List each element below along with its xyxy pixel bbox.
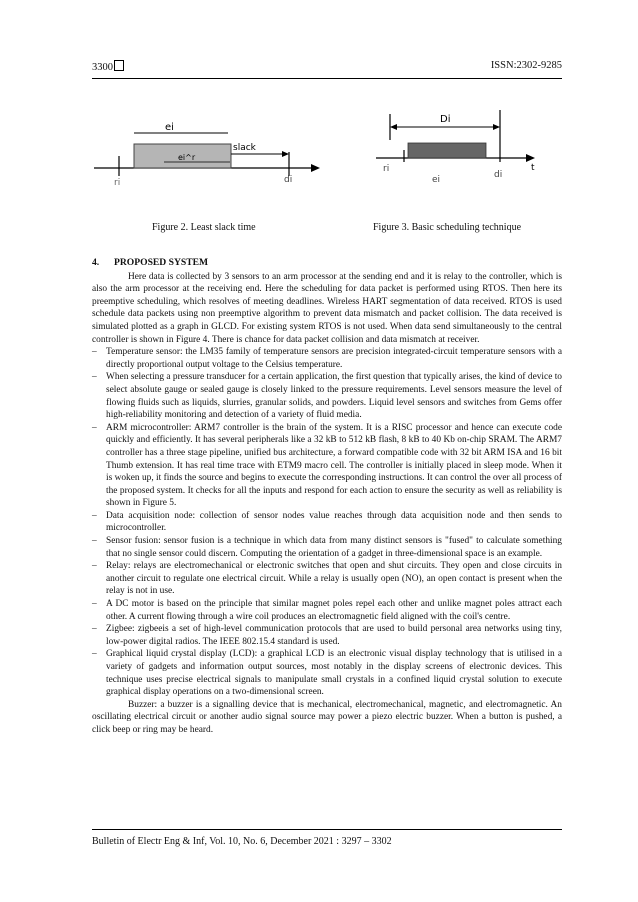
di-label: di [284,175,293,185]
figure-3-caption: Figure 3. Basic scheduling technique [373,222,522,233]
component-list [92,346,562,699]
section-proposed-system [92,257,562,737]
ei-label: ei [432,175,441,185]
figures-row [92,100,562,240]
axis-arrowhead [526,154,535,162]
Di-arrow-left [390,124,397,130]
Di-label: Di [440,114,451,125]
box-glyph-icon [114,60,124,71]
list-item: – Temperature sensor: the LM35 family of temperature sensors are precision integrated-circuit temperature sensors with a directly proportional output voltage to the Celsius temperature. [92,346,562,371]
axis-arrowhead [311,164,320,172]
page-header [92,60,562,76]
section-heading [92,257,562,270]
list-item: – Graphical liquid crystal display (LCD): a graphical LCD is an electronic visual display technology that is utilised in a variety of gadgets and information output sources, most notably in the display screens of electronic devices. This technique uses precise electrical signals to manipulate small crystals in a confined liquid crystal solution to execute graphical display operations on a two-dimensional screen. [92,648,562,698]
Di-arrow-right [493,124,500,130]
footer-rule [92,829,562,830]
ri-label: ri [383,164,390,174]
section-title: PROPOSED SYSTEM [114,257,209,268]
page-number: 3300 [92,60,124,73]
list-item: – Sensor fusion: sensor fusion is a technique in which data from many distinct sensors is "fused" to calculate something that no single sensor could discern. Computing the orientation of a gadget in three-dimensional space is an example. [92,535,562,560]
execution-block [408,143,486,158]
ei-label: ei [165,122,174,133]
figure-2-caption: Figure 2. Least slack time [152,222,256,233]
list-item: – ARM microcontroller: ARM7 controller is the brain of the system. It is a RISC processor and hence can execute code quickly and efficiently. It has several peripherals like a 32 kB to 512 kB flash, 8 kB to 40 Kb on-chip SRAM. The ARM7 controller has a three stage pipeline, unified bus architecture, a forward compatible code with 32 bit ARM ISA and 16 bit Thumb extension. It has real time trace with ETM9 macro cell. The controller is initially placed in sleep mode. When it is woken up, it finds the source and begins to execute the corresponding instructions. It can control the over all process of the proposed system. It checks for all the inputs and respond for each action to ensure the security as well as reliability is shown in Figure 5. [92,422,562,510]
slack-arrowhead [282,151,289,157]
slack-label: slack [233,143,256,153]
figure-basic-scheduling [374,100,562,200]
ri-label: ri [114,178,121,188]
di-label: di [494,170,503,180]
header-rule [92,78,562,79]
closing-paragraph: Buzzer: a buzzer is a signalling device that is mechanical, electromechanical, magnetic, and electromagnetic. An oscillating electrical circuit or another audio signal source may power a piezo electric buzzer. When a button is pushed, a click beep or ring may be heard. [92,699,562,735]
issn: ISSN:2302-9285 [490,60,562,71]
figure-least-slack-time [92,100,332,200]
list-item: – A DC motor is based on the principle that similar magnet poles repel each other and unlike magnet poles attract each other. A current flowing through a wire coil produces an electromagnetic field aligned with the coil's centre. [92,598,562,623]
list-item: – Relay: relays are electromechanical or electronic switches that open and shut circuits. They open and close circuits in another circuit to regulate one electrical circuit. While a relay is usually open (NO), an open contact is present when the relay is not in use. [92,560,562,598]
list-item: – Zigbee: zigbeeis a set of high-level communication protocols that are used to build personal area networks using tiny, low-power digital radios. The IEEE 802.15.4 standard is used. [92,623,562,648]
intro-paragraph: Here data is collected by 3 sensors to an arm processor at the sending end and it is relay to the controller, which is also the arm processor at the receiving end. Here the scheduling for data packet is performed using RTOS. Then here its preemptive scheduling, which resolves of meeting deadlines. Wireless HART segmentation of data received. RTOS is used schedule data packets using non preemptive algorithm to prevent data mismatch and packet collision. The data received is simulated plotted as a graph in GLCD. For existing system RTOS is not used. When data send simultaneously to the central controller is shown in Figure 4. There is chance for data packet collision and data mismatch at receiver. [92,271,562,345]
footer-citation: Bulletin of Electr Eng & Inf, Vol. 10, No. 6, December 2021 : 3297 – 3302 [92,836,392,847]
section-number: 4. [92,257,100,268]
t-label: t [531,163,535,173]
list-item: – Data acquisition node: collection of sensor nodes value reaches through data acquisition node and then sends to microcontroller. [92,510,562,535]
list-item: – When selecting a pressure transducer for a certain application, the first question that typically arises, the kind of device to select absolute gauge or sealed gauge is closely linked to the pressure requirements. Level sensors measure the level of flowing fluids such as liquids, slurries, granular solids, and powders. Liquid level sensors and switches from Gems offer high-reliability monitoring and detection of a variety of fluid media. [92,371,562,421]
ei-r-label: ei^r [178,153,196,162]
